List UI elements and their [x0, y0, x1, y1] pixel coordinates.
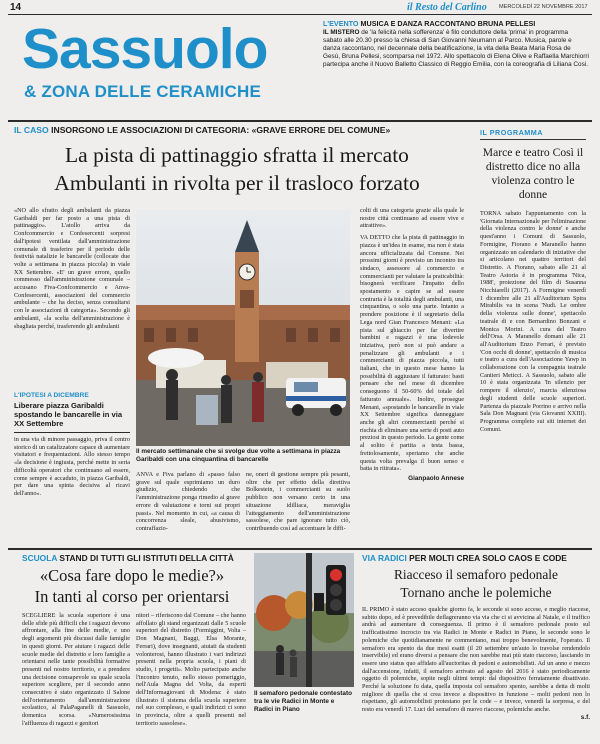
programma-headline: Marce e teatro Così il distretto dice no alla violenza contro le donne: [482, 146, 584, 201]
ipotesi-box: [14, 392, 130, 429]
evento-headline: MUSICA E DANZA RACCONTANO BRUNA PELLESI: [360, 19, 536, 28]
page-number: 14: [10, 2, 22, 13]
section-title: Sassuolo: [22, 17, 268, 81]
caso-col2-text: ANVA e Fiva parlano di «passo falso grave sul quale esprimiamo un duro giudizio, chiedendo che l'amministrazione ponga rimedio al grave errore di valutazione e torni sui propri passi». Nel momento in cui, «a causa di concorrenza sleale, abusivismo, contraffazio-: [136, 471, 240, 532]
caso-headline-1: La pista di pattinaggio sfratta il mercato: [65, 143, 409, 167]
evento-tag: L'EVENTO: [323, 19, 359, 28]
market-scene-image: [136, 210, 350, 446]
caso-col3-text: VA DETTO che la pista di pattinaggio in piazza è un'idea in esame, ma non è stata ancora ufficializzata dal Comune. Nei prossimi giorni è previsto un incontro tra sindaco, assessore al commercio e commercianti per valutare la praticabilità: bisognerà verificare l'impatto dello spostamento e capire se ad essere contraria è la totalità degli ambulanti, una cinquantina, o solo una parte. Intanto a prendere posizione è il segretario della Lega nord Gian Francesco Menani: «La pista sul ghiaccio per far divertire bambini e ragazzi è una lodevole iniziativa, però non si può andare a penalizzare gli ambulanti e i commercianti di piazza piccola, tutti italiani, che in questo mese hanno la possibilità di aggiustare il fatturato: basti pensare che nel mese di dicembre conseguono il 50-60% del totale del fatturato annuale». Inoltre, prosegue Menani, «spostando le bancarelle in viale XX Settembre significa danneggiare anche gli altri commercianti perché si rischia di eliminare una serie di posti auto preziosi in questo periodo. La gente come al solito è partita a testa bassa, frettolosamente, speriamo che anche questa volta prevalga il buon senso e batta in ritirata».: [360, 234, 464, 473]
caso-headline-2: Ambulanti in rivolta per il trasloco forzato: [54, 171, 420, 195]
ipotesi-text: Liberare piazza Garibaldi spostando le bancarelle in via XX Settembre: [14, 401, 123, 429]
scuola-kicker-text: STAND DI TUTTI GLI ISTITUTI DELLA CITTÀ: [59, 553, 234, 563]
scuola-kicker: [22, 553, 234, 563]
viaradici-headline-2: Tornano anche le polemiche: [400, 585, 552, 600]
section-subtitle: & ZONA DELLE CERAMICHE: [24, 82, 262, 101]
caso-kicker: [14, 125, 454, 135]
caso-tag: IL CASO: [14, 125, 49, 135]
market-photo-caption: Il mercato settimanale che si svolge due volte a settimana in piazza Garibaldi con una cinquantina di bancarelle: [136, 448, 341, 463]
scuola-headline-2: In tanti al corso per orientarsi: [34, 587, 230, 606]
scuola-col1-text: SCEGLIERE la scuola superiore è una delle sfide più difficili che i ragazzi devono affrontare, alla fine delle medie, e uno degli argomenti più discussi dalle famiglie in questi giorni. Per aiutare i ragazzi delle scuole medie del distretto e loro famiglie a orientarsi nelle tante possibilità formative presenti nel nostro territorio, e a prendere una decisione consapevole su quale scuola superiore scegliere, per il secondo anno consecutivo è stato organizzato il Salone dell'orientamento dall'amministrazione scolastico, al PalaPaganelli di Sassuolo, domenica scorsa. «Numerosissima l'affluenza di ragazzi e genitori: [22, 612, 130, 727]
newspaper-logo: il Resto del Carlino: [407, 2, 487, 13]
scuola-col2-text: nitori – riferiscono dal Comune – che hanno affollato gli stand organizzati dalle 5 scuole superiori del distretto (Formiggini, Volta – Don Magnani, Baggi, Elsa Morante, Ferrari), dove insegnanti, aiutati da studenti volonterosi, hanno illustrato i vari indirizzi presenti nella propria scuola, i piani di studio, i progetti». Molto partecipato anche l'incontro tenuto, nello stesso pomeriggio, nell'Aula Magna del Volta, da esperti dell'Informagiovani di Modena: è stato illustrato il sistema della scuola superiore nel suo complesso, e quali indirizzi ci sono in provincia, oltre a quelli presenti nel territorio sassolese».: [136, 612, 246, 727]
scuola-headline-1: «Cosa fare dopo le medie?»: [39, 566, 225, 585]
viaradici-text: IL PRIMO è stato acceso qualche giorno fa, le seconde si sono accese, e meglio riaccese, subito dopo, ed è prevedibile deflagreranno via via che ci si avvicina al Natale, e il traffico andrà ad aumentare di conseguenza. Il primo è il semaforo pedonale posto sul trafficatissimo incrocio tra via Radici in Monte e Radici in Piano, le seconde sono le polemiche che quotidianamente ne commentano, mai troppo benevolmente, l'operato. Il semaforo era spento da due mesi esatti (il 20 settembre un'auto lo travolse rendendolo inservibile) ed erano diversi a pensare che non sarebbe mai più stato riacceso, lasciando in essere uno status quo affidato all'auctoritas di pedoni e automobilisti. Ad un anno e mezzo dall'accensione, infatti, il semaforo arrivato ad agosto del 2016 è stato periodicamente oggetto di polemiche, sopite negli ultimi tempi: dal dispositivo ferratamente disattivato. Perché la soluzione fu data, quella imposta col semaforo spento, sarebbe a detta di molti migliore di quella che si crea invece a dispositivo in funzione – molti pedoni non lo rispettano, gli automobilisti protestano per le code – e invece, venerdì la sorpresa, e del resto era venerdì 17. Luci del semaforo di nuovo riaccese, polemiche anche.: [362, 606, 590, 714]
market-photo: [136, 210, 350, 446]
ipotesi-tag: L'IPOTESI A DICEMBRE: [14, 392, 89, 399]
traffic-light-photo: [254, 553, 354, 687]
caso-col3-top: colti di una categoria grazie alla quale le nostre città continuano ad essere vive e attrattive».: [360, 207, 464, 230]
caso-kicker-text: INSORGONO LE ASSOCIAZIONI DI CATEGORIA: «GRAVE ERRORE DEL COMUNE»: [51, 125, 391, 135]
traffic-light-caption: Il semaforo pedonale contestato tra le vie Radici in Monte e Radici in Piano: [254, 690, 353, 713]
issue-date: MERCOLEDÌ 22 NOVEMBRE 2017: [499, 4, 588, 10]
viaradici-tag: VIA RADICI: [362, 553, 407, 563]
caso-signature: Gianpaolo Annese: [408, 474, 464, 482]
traffic-light-image: [254, 553, 354, 687]
evento-box: [323, 19, 589, 113]
scuola-tag: SCUOLA: [22, 553, 58, 563]
programma-text: TORNA sabato l'appuntamento con la 'Giornata Internazionale per l'eliminazione della violenza contro le donne' e anche quest'anno i Comuni di Sassuolo, Formigine, Fiorano e Maranello hanno organizzato un calendario di iniziative che si articolano nei quattro territori del Distretto. A Fiorano, sabato alle 21 al Teatro Astoria è in programma 'Nica, 1988', proiezione del film di Susanna Nicchiarelli (2017). A Formigine venerdì 1 dicembre alle 21 all'Auditorium Spira Mirabilis va in scena 'Nudi. Le ombre della violenza sulle donne', spettacolo teatrale di e con Bernardino Bonzani e Monica Morini. A cura del Teatro dell'Orsa. A Maranello domani alle 21 all'Auditorium Enzo Ferrari, è previsto 'Con occhi di donne', spettacolo di musica e teatro a cura dell'Associazione Yawp in collaborazione con la compagnia teatrale Cantieri Meticci. A Sassuolo, sabato alle 10 è stata organizzata 'In silenzio per rompere il silenzio', marcia silenziosa degli studenti delle scuole superiori. Partenza da piazzale Porrino e arrivo nella Sala Don Magnani (via Giovanni XXIII). Programma completo sui siti internet dei Comuni.: [480, 210, 586, 433]
evento-lead: IL MISTERO: [323, 29, 360, 36]
caso-col1-cont: in una via di minore passaggio, priva il centro storico di un catalizzatore capace di aumentare visitatori e frequentazioni. Allo stesso tempo «la decisione è ingiusta, perché mette in seria difficoltà operatori che continuano ad essere, come sempre è accaduto, in piazza Garibaldi, per dare una spinta decisiva al ricavi dell'anno».: [14, 436, 130, 497]
viaradici-signature: s.f.: [580, 713, 590, 721]
caso-col1-text: «NO allo sfratto degli ambulanti da piazza Garibaldi per far posto a una pista di pattinaggio». L'atollo arriva da Confcommercio e Confesercenti sorpresi dall'ipotesi ventilata dall'amministrazione comunale di trasferire per il periodo delle festività natalizie le bancarelle (collocate due volte a settimana in piazza piccola) in viale XX Settembre. «E' un grave errore, quello commesso dall'amministrazione comunale – accusano Fiva-Confcommercio e Anva-Confesercenti, associazioni del commercio ambulante – che ha deciso, senza consultarsi con le associazioni di categoria». Secondo gli ambulanti, «la scelta dell'amministrazione è sbagliata perché, trasferendo gli ambulanti: [14, 207, 130, 330]
caso-col23-bottom: ne, oneri di gestione sempre più pesanti, oltre che per effetto della direttiva Bolkestein, i commercianti su suolo pubblico non versano certo in una situazione idilliaca, meraviglia l'atteggiamento dell'amministrazione sassolese, che pare ignorare tutto ciò, contribuendo così ad accentuare le diffi-: [246, 471, 350, 532]
viaradici-kicker: [362, 553, 567, 563]
viaradici-headline-1: Riacceso il semaforo pedonale: [394, 567, 558, 582]
viaradici-kicker-text: PER MOLTI CREA SOLO CAOS E CODE: [409, 553, 567, 563]
programma-tag: IL PROGRAMMA: [480, 128, 586, 140]
programma-box: [476, 128, 590, 548]
evento-text: de 'la felicità nella sofferenza' è filo conduttore della 'prima' in programma sabato alle 20.30 presso la chiesa di San Giovanni Neumann al Parco. Musica, parole e danza raccontano, nel decennale della beatificazione, la vita della Beata Maria Rosa de Gesù, Bruna Pellesi, scomparsa nel 1972. Allo spettacolo di Elena Olive e Raffaella Marchiorri partecipa anche il Nuovo Balletto Classico di Reggio Emilia, con la coreografia di Liliana Cosi.: [323, 29, 589, 68]
